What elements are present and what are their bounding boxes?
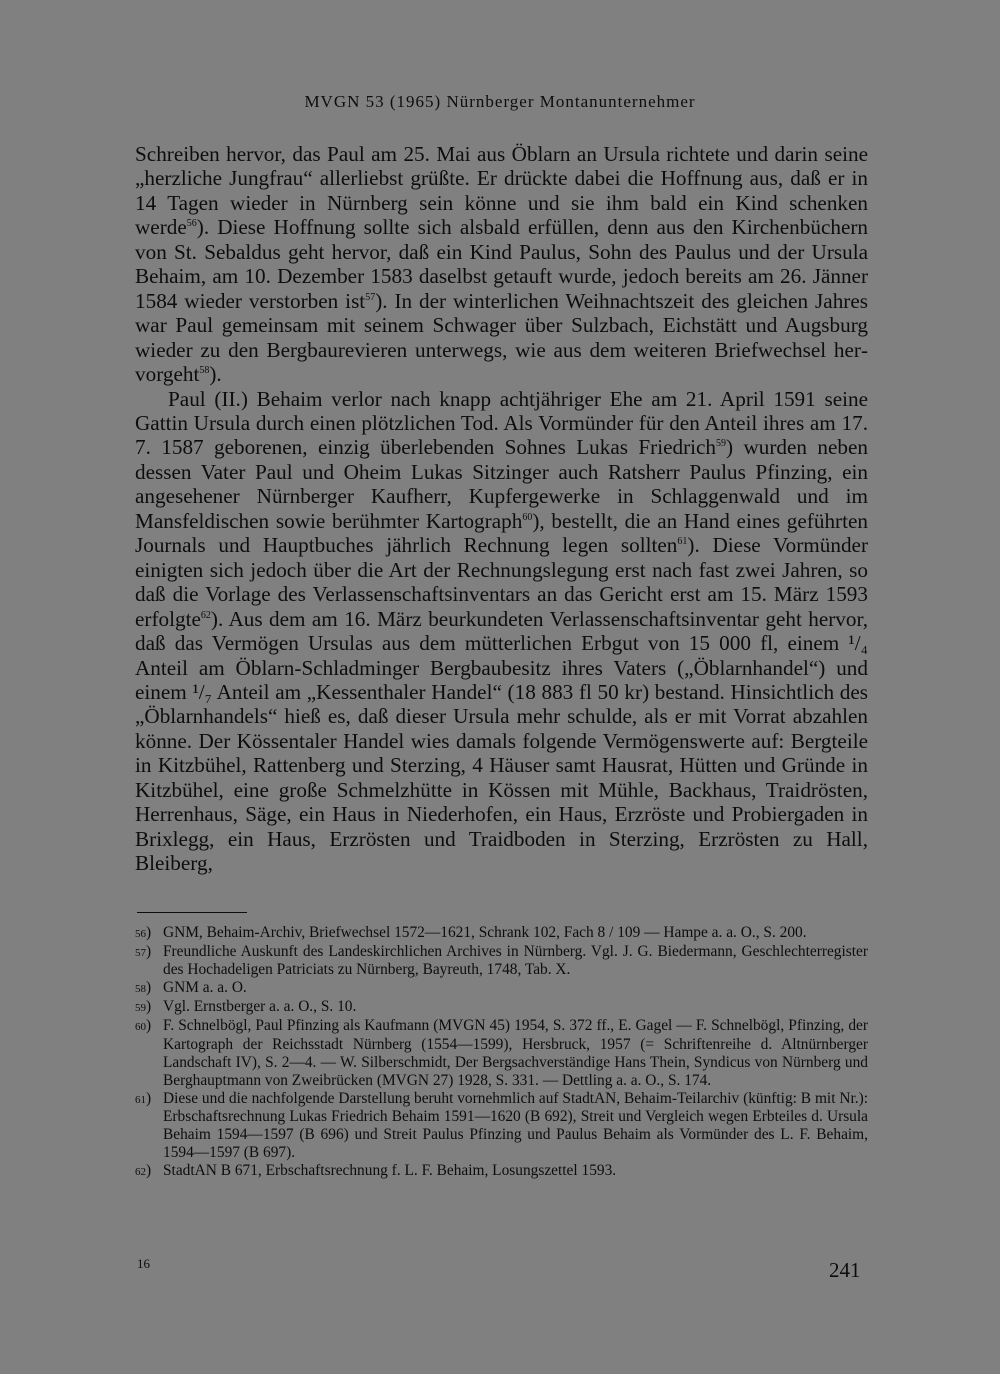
page-number: 241 bbox=[829, 1258, 861, 1282]
footnote-reference: 56 bbox=[186, 218, 197, 230]
footnote-item bbox=[135, 998, 868, 1017]
footnote-separator bbox=[137, 912, 247, 913]
footnote-reference: 58 bbox=[199, 365, 210, 377]
main-text bbox=[135, 142, 868, 876]
footnote-item bbox=[135, 1162, 868, 1181]
body-text-run: ). Diese Vormünder einigten sich jedoch über die Art der Rechnungslegung erst nach fast zwei Jahren, so daß die Vorlage des Verlassenschaftsinventars an das Gericht erst am 15. März 1593 erfolgte bbox=[135, 533, 868, 631]
footnote-reference: 60 bbox=[522, 511, 533, 523]
body-text-run: ). Aus dem am 16. März beurkundeten Verlassenschaftsinventar geht hervor, daß das Vermögen Ursulas aus dem mütterlichen Erbgut von 15 000 fl, einem ¹/₄ Anteil am Öblarn-Schladminger Bergbaubesitz ihres Vaters („Öblarnhandel“) und einem ¹/₇ Anteil am „Kessenthaler Handel“ (18 883 fl 50 kr) bestand. Hinsichtlich des „Öblarnhandels“ hieß es, daß dieser Ursula mehr schulde, als er mit Vorrat abzahlen könne. Der Kössentaler Handel wies damals folgende Vermögenswerte auf: Bergteile in Kitzbühel, Rattenberg und Sterzing, 4 Häuser samt Hausrat, Hütten und Gründe in Kitzbühel, eine große Schmelzhütte in Kössen mit Mühle, Backhaus, Traidrösten, Herrenhaus, Säge, ein Haus in Niederhofen, ein Haus, Erzröste und Probiergaden in Brixlegg, ein Haus, Erzrösten und Traidboden in Sterzing, Erzrösten zu Hall, Bleiberg, bbox=[135, 606, 868, 876]
footnote-number: 59) bbox=[135, 998, 152, 1016]
footnote-item bbox=[135, 1090, 868, 1162]
footnote-reference: 57 bbox=[365, 291, 376, 303]
body-text-run: Paul (II.) Behaim verlor nach knapp achtjähriger Ehe am 21. April 1591 seine Gattin Ursula durch einen plötzlichen Tod. Als Vormünder für den Anteil ihres am 17. 7. 1587 geborenen, einzig überlebenden Sohnes Lukas Friedrich bbox=[135, 386, 868, 460]
footnote-number: 62) bbox=[135, 1162, 152, 1180]
body-paragraph bbox=[135, 387, 868, 876]
footnotes bbox=[135, 924, 868, 1181]
footnote-number: 60) bbox=[135, 1017, 152, 1035]
footnote-item bbox=[135, 943, 868, 979]
body-text-run: ), bestellt, die an Hand eines geführten Journals und Hauptbuches jährlich Rechnung legen sollten bbox=[135, 508, 868, 558]
footnote-number-value: 62 bbox=[135, 1166, 146, 1179]
body-text-run: ). In der winterlichen Weihnachtszeit des gleichen Jahres war Paul gemeinsam mit seinem Schwager über Sulzbach, Eichstätt und Augsburg wieder zu den Bergbaurevieren unterwegs, wie aus dem weiteren Briefwechsel hervorgeht bbox=[135, 288, 868, 387]
footnote-text: Vgl. Ernstberger a. a. O., S. 10. bbox=[163, 998, 357, 1016]
footnote-number: 61) bbox=[135, 1089, 152, 1107]
footnote-item bbox=[135, 1017, 868, 1089]
footnote-text: Diese und die nachfolgende Darstellung beruht vornehmlich auf StadtAN, Behaim-Teilarchiv (künftig: B mit Nr.): Erbschaftsrechnung Lukas Friedrich Behaim 1591—1620 (B 692), Streit und Vergleich wegen Erbteiles d. Ursula Behaim 1594—1597 (B 696) und Streit Paulus Pfinzing und Paulus Behaim als Vormünder des L. F. Behaim, 1594—1597 (B 697). bbox=[163, 1089, 868, 1162]
signature-mark: 16 bbox=[137, 1256, 150, 1271]
footnote-text: Freundliche Auskunft des Landeskirchlichen Archives in Nürnberg. Vgl. J. G. Biedermann, Geschlechterregister des Hochadeligen Patriciats zu Nürnberg, Bayreuth, 1748, Tab. X. bbox=[163, 943, 868, 979]
footnote-text: GNM, Behaim-Archiv, Briefwechsel 1572—1621, Schrank 102, Fach 8 / 109 — Hampe a. a. O., S. 200. bbox=[163, 924, 807, 941]
running-header: MVGN 53 (1965) Nürnberger Montanunternehmer bbox=[304, 92, 696, 111]
footnote-item bbox=[135, 924, 868, 943]
body-paragraph bbox=[135, 142, 868, 387]
footnote-text: GNM a. a. O. bbox=[163, 979, 247, 997]
footnote-number-value: 60 bbox=[135, 1021, 146, 1034]
footnote-number: 57) bbox=[135, 943, 152, 961]
body-text-run: Schreiben hervor, das Paul am 25. Mai aus Öblarn an Ursula richtete und darin seine „herzliche Jungfrau“ allerliebst grüßte. Er drückte dabei die Hoffnung aus, daß er in 14 Tagen wieder in Nürnberg sein könne und sie ihm bald ein Kind schenken werde bbox=[135, 142, 868, 240]
body-text-run: ). Diese Hoffnung sollte sich alsbald erfüllen, denn aus den Kirchenbüchern von St. Sebaldus geht hervor, daß ein Kind Paulus, Sohn des Paulus und der Ursula Behaim, am 10. Dezember 1583 daselbst getauft wurde, jedoch bereits am 26. Jänner 1584 wieder verstorben ist bbox=[135, 215, 868, 313]
footnote-number-value: 59 bbox=[135, 1002, 146, 1015]
footnote-text: StadtAN B 671, Erbschaftsrechnung f. L. F. Behaim, Losungszettel 1593. bbox=[163, 1162, 617, 1180]
footnote-number-value: 58 bbox=[135, 983, 146, 996]
body-text-run: ) wurden neben dessen Vater Paul und Oheim Lukas Sitzinger auch Ratsherr Paulus Pfinzing, ein angesehener Nürnberger Kaufherr, Kupfergewerke in Schlaggenwald und im Mansfeldischen sowie berühmter Kartograph bbox=[135, 435, 868, 533]
footnote-reference: 61 bbox=[677, 536, 688, 548]
footnote-number-value: 57 bbox=[135, 947, 146, 960]
footnote-number: 56) bbox=[135, 924, 152, 941]
footnote-number-value: 61 bbox=[135, 1093, 146, 1106]
footnote-reference: 59 bbox=[716, 438, 727, 450]
body-text-run: ). bbox=[209, 362, 222, 387]
footnote-reference: 62 bbox=[200, 609, 211, 621]
footnote-number: 58) bbox=[135, 979, 152, 997]
footnote-number-value: 56 bbox=[135, 928, 146, 940]
footnote-text: F. Schnelbögl, Paul Pfinzing als Kaufmann (MVGN 45) 1954, S. 372 ff., E. Gagel — F. Schnelbögl, Pfinzing, der Kartograph der Reichsstadt Nürnberg (1554—1599), Hersbruck, 1957 (= Schriftenreihe d. Altnürnberger Landschaft IV), S. 2—4. — W. Silberschmidt, Der Bergsachverständige Hans Thein, Syndicus von Nürnberg und Berghauptmann von Zweibrücken (MVGN 27) 1928, S. 331. — Dettling a. a. O., S. 174. bbox=[163, 1017, 868, 1089]
footnote-item bbox=[135, 979, 868, 998]
